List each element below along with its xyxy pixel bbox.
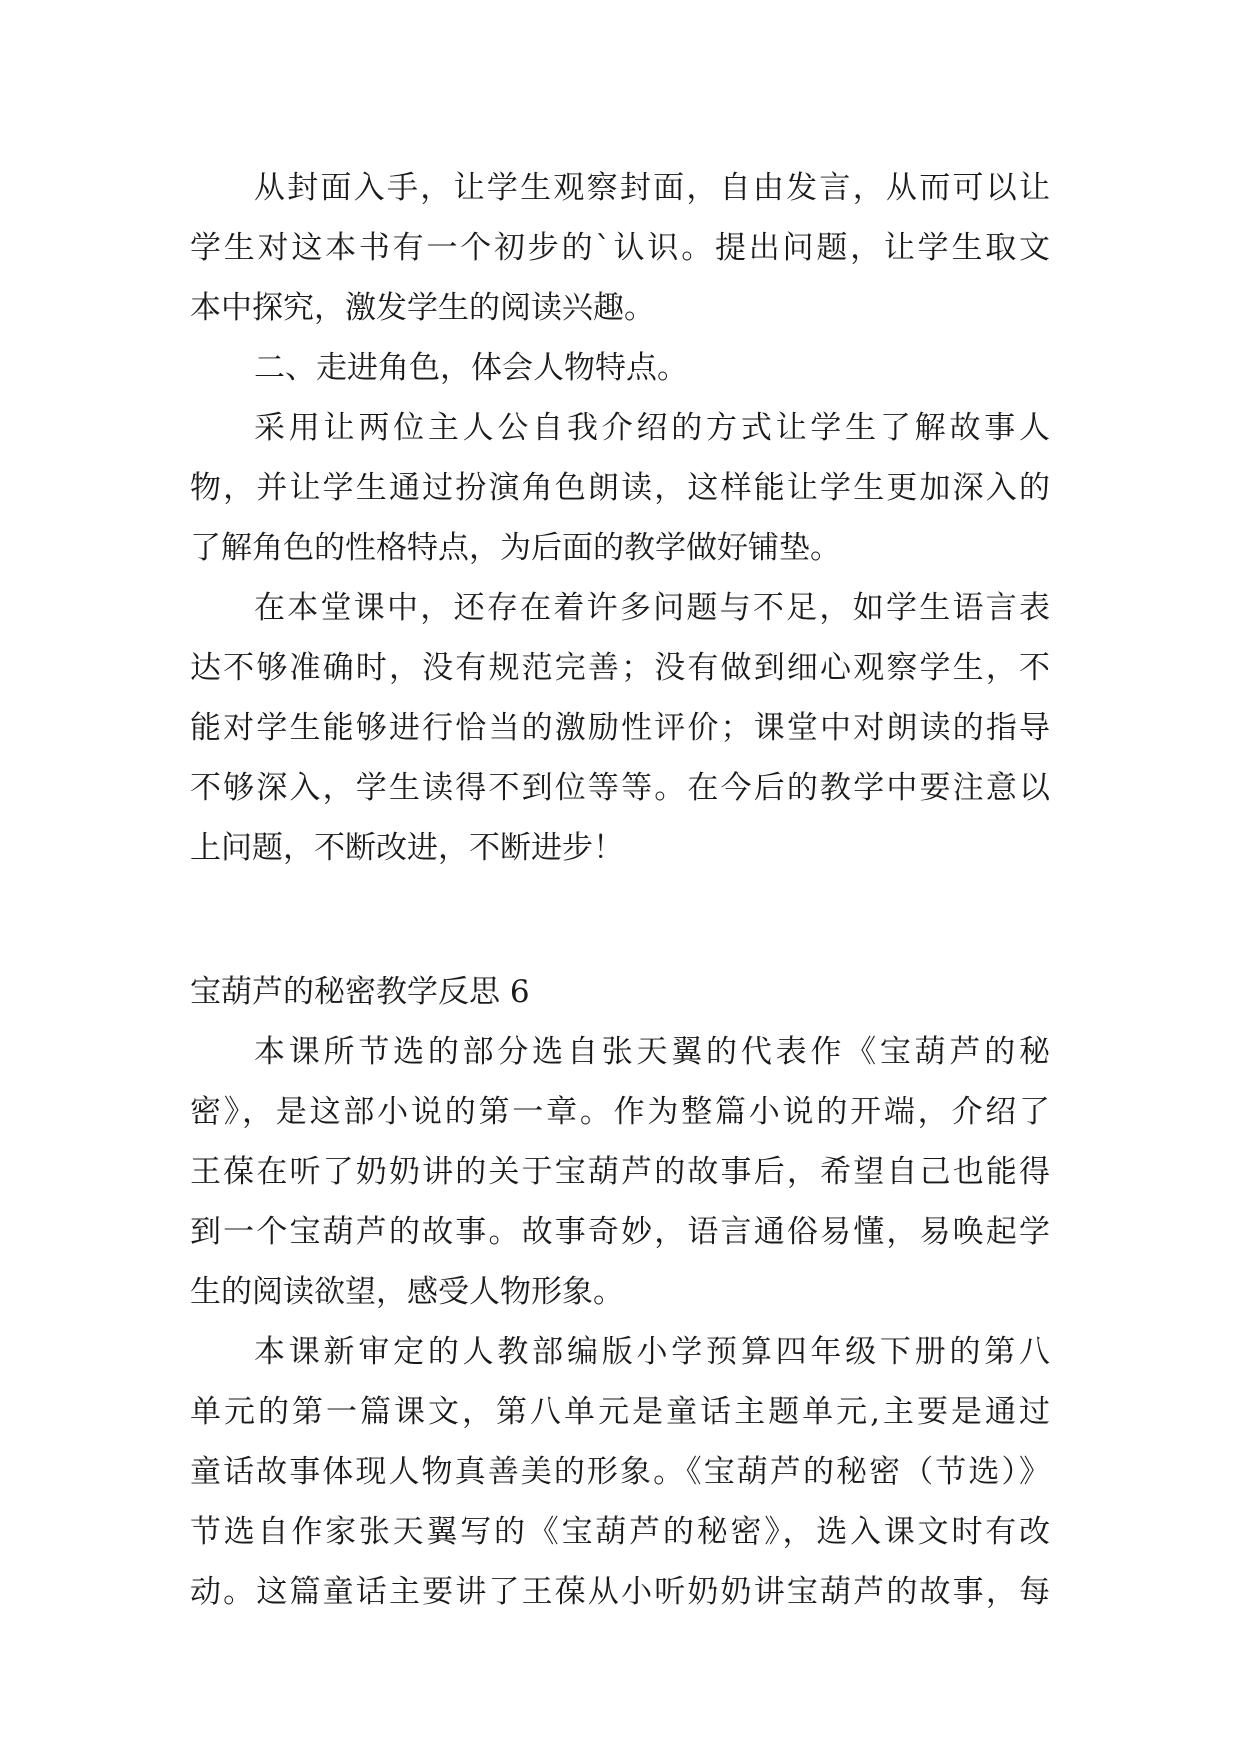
section-heading: 宝葫芦的秘密教学反思 6 <box>190 974 530 1010</box>
document-body <box>190 158 1050 1622</box>
paragraph <box>190 158 1050 338</box>
text-line: 生的阅读欲望，感受人物形象。 <box>190 1274 624 1310</box>
paragraph <box>190 398 1050 578</box>
text-line: 节选自作家张天翼写的《宝葫芦的秘密》，选入课文时有改 <box>190 1514 1050 1550</box>
text-line: 密》，是这部小说的第一章。作为整篇小说的开端，介绍了 <box>190 1094 1050 1130</box>
text-line: 学生对这本书有一个初步的`认识。提出问题，让学生取文 <box>190 230 1050 266</box>
text-line: 不够深入，学生读得不到位等等。在今后的教学中要注意以 <box>190 770 1050 806</box>
paragraph <box>190 1022 1050 1322</box>
text-line: 能对学生能够进行恰当的激励性评价；课堂中对朗读的指导 <box>190 710 1050 746</box>
text-line: 采用让两位主人公自我介绍的方式让学生了解故事人 <box>254 410 1050 446</box>
text-line: 二、走进角色，体会人物特点。 <box>254 350 688 386</box>
text-line: 到一个宝葫芦的故事。故事奇妙，语言通俗易懂，易唤起学 <box>190 1214 1050 1250</box>
text-line: 本中探究，激发学生的阅读兴趣。 <box>190 290 655 326</box>
text-line: 从封面入手，让学生观察封面，自由发言，从而可以让 <box>254 170 1050 206</box>
text-line: 动。这篇童话主要讲了王葆从小听奶奶讲宝葫芦的故事，每 <box>190 1574 1050 1610</box>
paragraph <box>190 1322 1050 1622</box>
section-gap <box>190 878 1050 938</box>
text-line: 上问题，不断改进，不断进步！ <box>190 830 624 866</box>
paragraph <box>190 338 1050 398</box>
text-line: 物，并让学生通过扮演角色朗读，这样能让学生更加深入的 <box>190 470 1050 506</box>
text-line: 在本堂课中，还存在着许多问题与不足，如学生语言表 <box>254 590 1050 626</box>
text-line: 童话故事体现人物真善美的形象。《宝葫芦的秘密（节选）》 <box>190 1454 1050 1490</box>
text-line: 达不够准确时，没有规范完善；没有做到细心观察学生，不 <box>190 650 1050 686</box>
text-line: 了解角色的性格特点，为后面的教学做好铺垫。 <box>190 530 841 566</box>
text-line: 单元的第一篇课文，第八单元是童话主题单元,主要是通过 <box>190 1394 1050 1430</box>
text-line: 本课所节选的部分选自张天翼的代表作《宝葫芦的秘 <box>254 1034 1050 1070</box>
text-line: 本课新审定的人教部编版小学预算四年级下册的第八 <box>254 1334 1050 1370</box>
paragraph <box>190 578 1050 878</box>
text-line: 王葆在听了奶奶讲的关于宝葫芦的故事后，希望自己也能得 <box>190 1154 1050 1190</box>
